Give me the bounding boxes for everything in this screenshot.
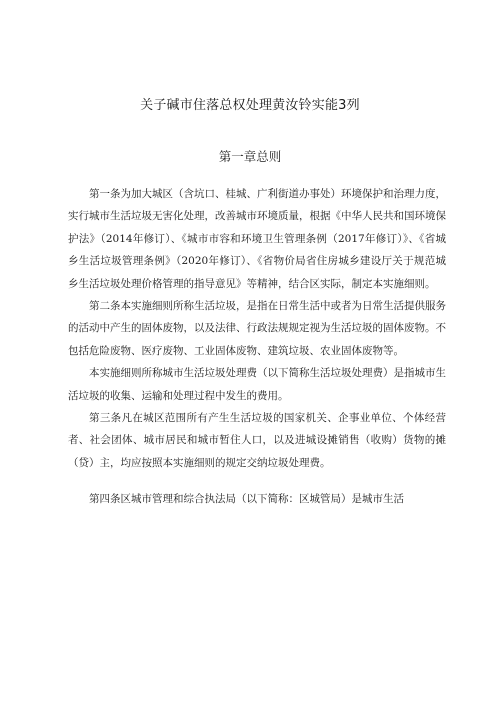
paragraph-spacer xyxy=(68,474,446,488)
document-body xyxy=(68,183,446,511)
article-2-paragraph: 第二条本实施细则所称生活垃圾，是指在日常生活中或者为日常生活提供服务的活动中产生的固体废物，以及法律、行政法规规定视为生活垃圾的固体废物。不包括危险废物、医疗废物、工业固体废物、建筑垃圾、农业固体废物等。 xyxy=(68,300,446,357)
definition-paragraph: 本实施细则所称城市生活垃圾处理费（以下简称生活垃圾处理费）是指城市生活垃圾的收集、运输和处理过程中发生的费用。 xyxy=(68,367,446,402)
article-3-paragraph: 第三条凡在城区范围所有产生生活垃圾的国家机关、企事业单位、个体经营者、社会团体、城市居民和城市暂住人口，以及进城设摊销售（收购）货物的摊（贷）主，均应按照本实施细则的规定交纳垃圾处理费。 xyxy=(68,412,446,469)
article-1-paragraph: 第一条为加大城区（含坑口、桂城、广利街道办事处）环境保护和治理力度，实行城市生活垃圾无害化处理，改善城市环境质量，根据《中华人民共和国环境保护法》（2014年修订）、《城市市容和环境卫生管理条例（2017年修订）》、《省城乡生活垃圾管理条例》（2020年修订）、《省物价局省住房城乡建设厅关于规范城乡生活垃圾处理价格管理的指导意见》等精神，结合区实际，制定本实施细则。 xyxy=(68,188,446,290)
document-title: 关子碱市住落总权处理黄汝铃实能3列 xyxy=(140,98,360,113)
article-4-paragraph: 第四条区城市管理和综合执法局（以下简称：区城管局）是城市生活 xyxy=(89,493,404,506)
chapter-heading: 第一章总则 xyxy=(218,149,282,164)
